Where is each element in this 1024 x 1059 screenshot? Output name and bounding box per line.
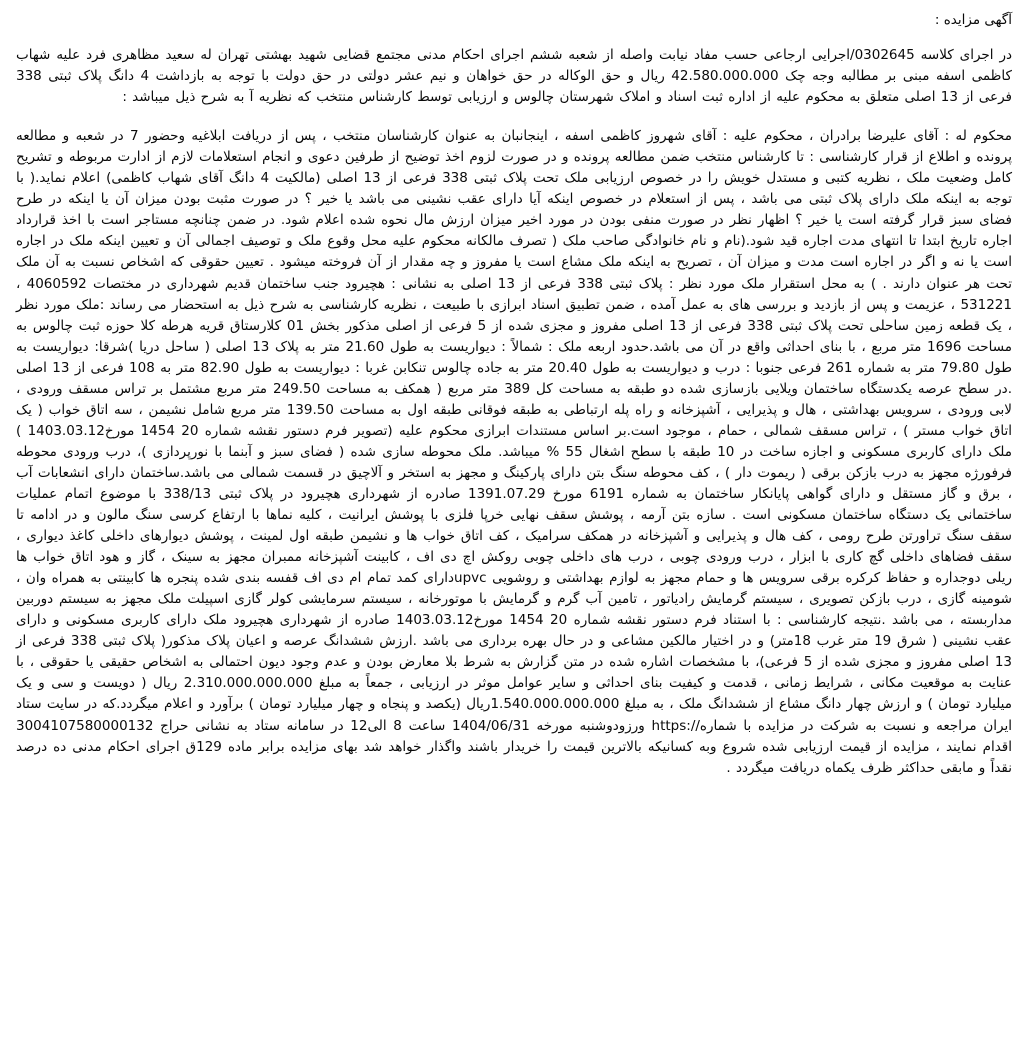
case-summary-paragraph: در اجرای کلاسه 0302645/اجرایی ارجاعی حسب مفاد نیابت واصله از شعبه ششم اجرای احکام مدنی مجتمع قضایی شهید بهشتی تهران له سعید مظاهری فرد علیه شهاب کاظمی اسفه مبنی بر مطالبه وجه چک 42.580.000.000 ریال و حق الوکاله در حق خواهان و نیم عشر دولتی در حق دولت با توجه به بازداشت 4 دانگ پلاک ثبتی 338 فرعی از 13 اصلی متعلق به محکوم علیه از اداره ثبت اسناد و املاک شهرستان چالوس و ارزیابی توسط کارشناس منتخب که نظریه آ به شرح ذیل میباشد : xyxy=(16,47,1013,106)
document-title: آگهی مزایده : xyxy=(934,12,1012,28)
expert-report-paragraph: محکوم له : آقای علیرضا برادران ، محکوم علیه : آقای شهروز کاظمی اسفه ، اینجانبان به عنوان کارشناسان منتخب ، پس از دریافت ابلاغیه وحضور 7 در شعبه و مطالعه پرونده و اطلاع از قرار کارشناسی : تا کارشناس منتخب ضمن مطالعه پرونده و در صورت لزوم اخذ توضیح از طرفین دعوی و انجام استعلامات لازم از ادارت مربوطه و تشریح کامل وضعیت ملک ، نظریه کتبی و مستدل خویش را در خصوص ارزیابی ملک تحت پلاک ثبتی 338 فرعی از 13 اصلی (مالکیت 4 دانگ آقای شهاب کاظمی) اعلام نماید.( با توجه به اینکه ملک دارای پلاک ثبتی می باشد ، پس از استعلام در خصوص اینکه آیا دارای عقب نشینی می باشد یا خیر ؟ در صورت مثبت بودن میزان آن یا اینکه در طرح فضای سبز قرار گرفته است یا خیر ؟ اظهار نظر در صورت منفی بودن در مورد اخیر میزان ارزش مال نحوه شده اعلام شود. در ضمن چنانچه مستاجر است با اخذ قرارداد اجاره تاریخ ابتدا تا انتهای مدت اجاره قید شود.(نام و نام خانوادگی صاحب ملک ( تصرف مالکانه محکوم علیه محل وقوع ملک و توصیف اجمالی آن و تعیین اینکه ملک در اجاره است یا نه و اگر در اجاره است مدت و میزان آن ، تصریح به اینکه ملک مشاع است یا مفروز و چه مقدار از آن فروخته میشود . تعیین حقوقی که اشخاص نسبت به آن ملک تحت هر عنوان دارند . ) به محل استقرار ملک مورد نظر : پلاک ثبتی 338 فرعی از 13 اصلی به نشانی : هچیرود جنب ساختمان قدیم شهرداری در مختصات 4060592 ، 531221 ، عزیمت و پس از بازدید و بررسی های به عمل آمده ، ضمن تطبیق اسناد ابرازی با طبیعت ، نظریه کارشناسی به شرح ذیل به استحضار می رساند :ملک مورد نظر ، یک قطعه زمین ساحلی تحت پلاک ثبتی 338 فرعی از 13 اصلی مفروز و مجزی شده از 5 فرعی از اصلی مذکور بخش 01 کلارستاق قریه هرطه کلا حوزه ثبت چالوس به مساحت 1696 متر مربع ، با بنای احداثی واقع در آن می باشد.حدود اربعه ملک : شمالاً : دیواریست به طول 21.60 متر به پلاک 13 اصلی ( ساحل دریا )شرقا: دیواریست به طول 79.80 متر به شماره 261 فرعی جنوبا : درب و دیواریست به طول 20.40 متر به جاده چالوس تنکابن غربا : دیواریست به طول 82.90 متر به 108 فرعی از 13 اصلی .در سطح عرصه یکدستگاه ساختمان ویلایی بازسازی شده دو طبقه به مساحت کل 389 متر مربع ( همکف به مساحت 249.50 متر مربع مشتمل بر تراس مسقف ورودی ، لابی ورودی ، سرویس بهداشتی ، هال و پذیرایی ، آشپزخانه و راه پله ارتباطی به طبقه فوقانی طبقه اول به مساحت 139.50 متر مربع شامل نشیمن ، سه اتاق خواب ( یک اتاق خواب مستر ) ، تراس مسقف شمالی ، حمام ، موجود است.بر اساس مستندات ابرازی محکوم علیه (تصویر فرم دستور نقشه شماره 20 1454 مورخ1403.03.12 ) ملک دارای کاربری مسکونی و اجازه ساخت در 10 طبقه با سطح اشغال 55 % میباشد. ملک محوطه سازی شده ( فضای سبز و آبنما با نورپردازی )، درب ورودی محوطه فرفورژه مجهز به درب بازکن برقی ( ریموت دار ) ، کف محوطه سنگ بتن دارای پارکینگ و مجهز به استخر و آلاچیق در قسمت شمالی می باشد.ساختمان دارای انشعابات آب ، برق و گاز مستقل و دارای گواهی پایانکار ساختمان به شماره 6191 مورخ 1391.07.29 صادره از شهرداری هچیرود در پلاک ثبتی 338/13 با موضوع اتمام عملیات ساختمانی یک دستگاه ساختمان مسکونی است . سازه بتن آرمه ، پوشش سقف نهایی خرپا فلزی با پوشش ایرانیت ، کلیه نماها با ارتفاع کرسی سنگ مالون و در ادامه تا سقف سنگ تراورتن طرح رومی ، کف هال و پذیرایی و آشپزخانه در همکف سرامیک ، کف اتاق خواب ها و نشیمن طبقه اول لمینت ، پوشش دیوارهای داخلی کاغذ دیواری ، سقف فضاهای داخلی گچ کاری با ابزار ، درب ورودی چوبی ، درب های داخلی چوبی روکش اچ دی اف ، کابینت آشپزخانه ممبران مجهز به سینک ، گاز و هود اتاق خواب ها ریلی دوجداره و حفاظ کرکره برقی سرویس ها و حمام مجهز به لوازم بهداشتی و روشویی upvcدارای کمد تمام ام دی اف قفسه بندی شده پنجره ها کابینتی به همراه وان ، شومینه گازی ، درب بازکن تصویری ، سیستم گرمایش رادیاتور ، تامین آب گرم و گرمایش با موتورخانه ، سیستم سرمایشی کولر گازی اسپیلت ملک مجهز به سیستم دوربین مداربسته ، می باشد .نتیجه کارشناسی : با استناد فرم دستور نقشه شماره 20 1454 مورخ1403.03.12 صادره از شهرداری هچیرود ملک دارای کاربری مسکونی و دارای عقب نشینی ( شرق 19 متر غرب 18متر) و در اختیار مالکین مشاعی و در حال بهره برداری می باشد .ارزش ششدانگ عرصه و اعیان پلاک مذکور( پلاک ثبتی 338 فرعی از 13 اصلی مفروز و مجزی شده از 5 فرعی)، با مشخصات اشاره شده در متن گزارش به شرط بلا معارض بودن و عدم وجود دیون احتمالی به اشخاص حقیقی یا حقوقی ، با عنایت به موقعیت مکانی ، شرایط زمانی ، قدمت و کیفیت بنای احداثی و سایر عوامل موثر در ارزیابی ، جمعاً به مبلغ 2.310.000.000.000 ریال ( دویست و سی و یک میلیارد تومان ) و ارزش چهار دانگ مشاع از ششدانگ ملک ، به مبلغ 1.540.000.000.000ریال (یکصد و پنجاه و چهار میلیارد تومان ) برآورد و اعلام میگردد.که در سایت ستاد ایران مراجعه و نسبت به شرکت در مزایده با شماره//:https ورزودوشنبه مورخه 1404/06/31 ساعت 8 الی12 در سامانه ستاد به نشانی حراج 3004107580000132 اقدام نمایند ، مزایده از قیمت ارزیابی شده شروع وبه کسانیکه بالاترین قیمت را خریدار باشند واگذار خواهد شد بهای مزایده برابر ماده 129ق اجرای احکام مدنی ده درصد نقداً و مابقی حداکثر ظرف یکماه دریافت میگردد . xyxy=(16,128,1013,776)
